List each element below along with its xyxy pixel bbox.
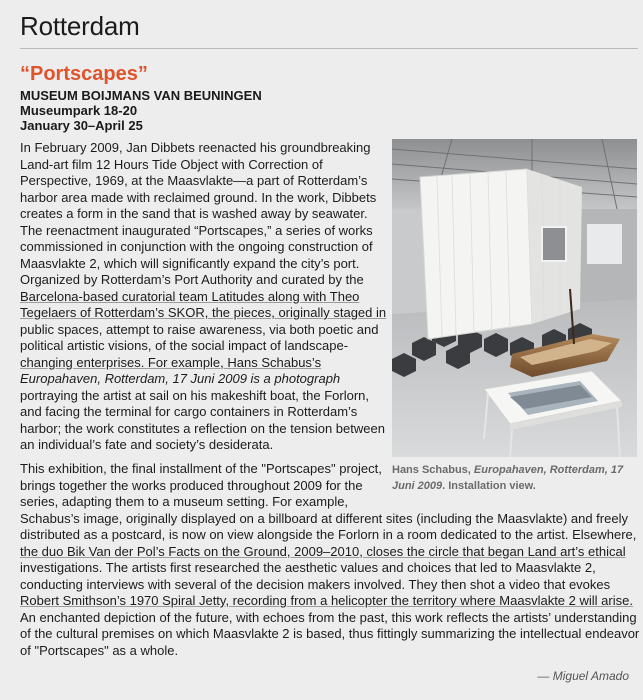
text-line-with-links[interactable]: Robert Smithson’s 1970 Spiral Jetty, recording from a helicopter the territory where Maasvlakte 2 will arise. (20, 593, 633, 608)
text-line: distributed as a postcard, is now on view alongside the Forlorn in a room dedicated to the artist. Elsewhere, (20, 527, 637, 542)
caption-title-continued: Juni 2009 (392, 480, 443, 492)
exhibition-dates: January 30–April 25 (20, 118, 143, 133)
text-line: harbor area made with reclaimed ground. In the work, Dibbets (20, 189, 377, 205)
text-line: The reenactment inaugurated “Portscapes,” a series of works (20, 222, 373, 238)
text-line-with-links[interactable]: Barcelona-based curatorial team Latitudes along with Theo (20, 288, 360, 304)
text-line: conducting interviews with several of the decision makers involved. They then shot a video that evokes (20, 576, 611, 592)
caption-description: . Installation view. (442, 480, 536, 492)
text-line-with-links[interactable]: changing enterprises. For example, Hans Schabus’s (20, 354, 322, 370)
installation-photo-illustration (392, 139, 637, 457)
article-paragraph-2 (20, 461, 640, 659)
article-paragraph-1 (20, 140, 392, 454)
text-line: Schabus’s image, originally displayed on a billboard at different sites (including the Maasvlakte) and freely (20, 510, 628, 526)
text-line: Europahaven, Rotterdam, 17 Juni 2009 is a photograph (20, 371, 341, 386)
text-line: In February 2009, Jan Dibbets reenacted his groundbreaking (20, 140, 371, 155)
text-line: brings together the works produced throughout 2009 for the (20, 477, 363, 493)
exhibition-title: “Portscapes” (20, 63, 148, 85)
text-line: creates a form in the sand that is washed away by seawater. (20, 206, 368, 221)
text-line: portraying the artist at sail on his makeshift boat, the Forlorn, (20, 387, 370, 403)
text-line: harbor; the work constitutes a reflection on the tension between (20, 420, 385, 436)
text-line: and facing the terminal for cargo containers in Rotterdam’s (20, 404, 358, 419)
text-line-with-links[interactable]: the duo Bik Van der Pol’s Facts on the Ground, 2009–2010, closes the circle that began Land art’s ethical (20, 543, 626, 559)
text-line: series, adapting them to a museum setting. For example, (20, 494, 349, 509)
caption-title: Europahaven, Rotterdam, 17 (473, 464, 624, 476)
text-line: investigations. The artists first researched the aesthetic values and choices that led to Maasvlakte 2, (20, 560, 596, 575)
text-line-with-links[interactable]: Tegelaers of Rotterdam’s SKOR, the pieces, originally staged in (20, 305, 387, 320)
city-heading: Rotterdam (20, 11, 140, 41)
venue-address: Museumpark 18-20 (20, 103, 138, 118)
text-line: This exhibition, the final installment of the "Portscapes" project, (20, 461, 382, 476)
author-signature: — Miguel Amado (537, 669, 629, 683)
text-line: Organized by Rotterdam’s Port Authority and curated by the (20, 272, 364, 287)
venue-block (20, 88, 262, 133)
heading-divider (20, 48, 638, 49)
text-line: an individual’s fate and society’s desiderata. (20, 437, 274, 452)
text-line: public spaces, attempt to raise awareness, via both poetic and (20, 321, 379, 337)
installation-photo (392, 139, 637, 457)
text-line: of the cultural premises on which Maasvlakte 2 is based, thus fittingly summarizing the intellectual endeavor (20, 626, 640, 641)
text-line: of "Portscapes" as a whole. (20, 642, 179, 658)
text-line: commissioned in conjunction with the ongoing construction of (20, 239, 373, 254)
text-line: political artistic visions, of the social impact of landscape- (20, 338, 349, 353)
text-line: Land-art film 12 Hours Tide Object with Correction of (20, 156, 323, 172)
venue-name: MUSEUM BOIJMANS VAN BEUNINGEN (20, 88, 262, 103)
text-line: Perspective, 1969, at the Maasvlakte—a part of Rotterdam’s (20, 173, 368, 188)
text-line: Maasvlakte 2, which will significantly expand the city’s port. (20, 255, 360, 271)
text-line: An enchanted depiction of the future, with echoes from the past, this work reflects the artists’ understanding (20, 609, 637, 625)
caption-artist: Hans Schabus, (392, 464, 474, 476)
